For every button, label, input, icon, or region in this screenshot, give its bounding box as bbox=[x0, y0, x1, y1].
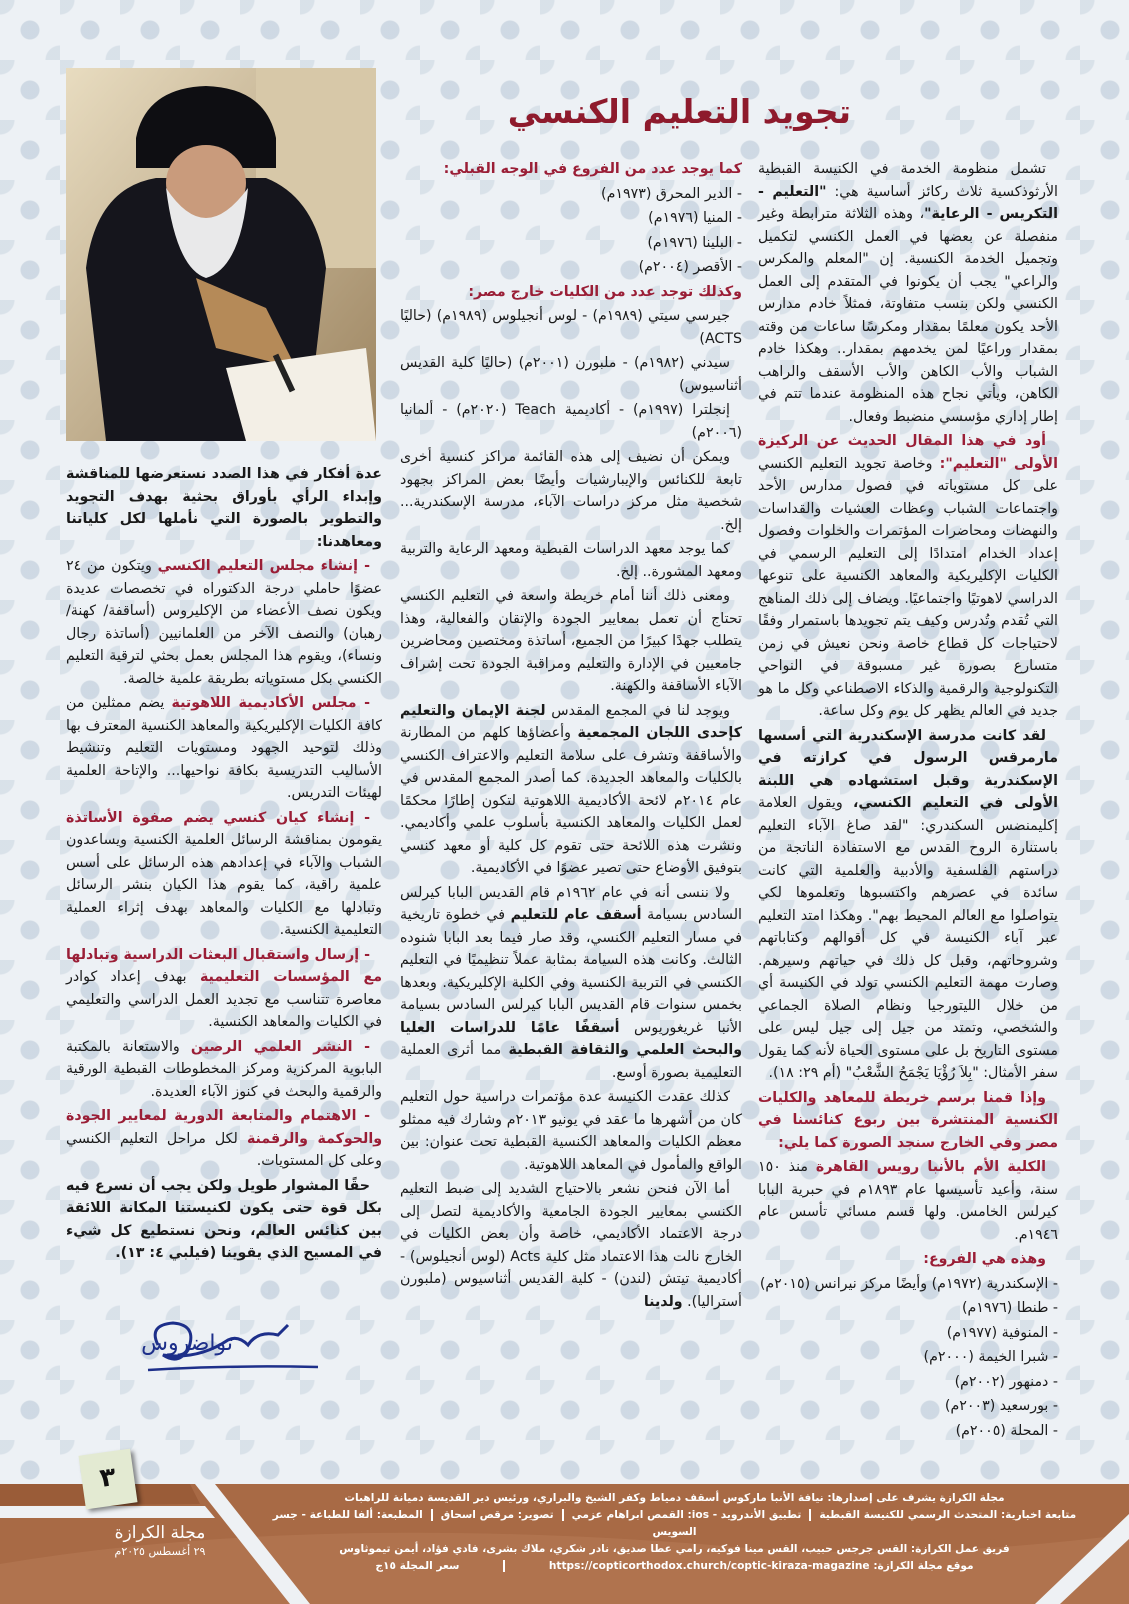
magazine-brand bbox=[100, 1522, 220, 1560]
body-text: - الدير المحرق (١٩٧٣م) bbox=[601, 185, 742, 202]
website-label: موقع مجلة الكرازة: bbox=[873, 1560, 974, 1572]
paragraph bbox=[400, 700, 742, 880]
paragraph bbox=[758, 1087, 1058, 1155]
list-item bbox=[400, 158, 742, 181]
article-title: تجويد التعليم الكنسي bbox=[507, 92, 851, 131]
column-middle bbox=[400, 158, 742, 1315]
body-text: - الأقصر (٢٠٠٤م) bbox=[638, 259, 742, 275]
body-text: تشمل منظومة الخدمة في الكنيسة القبطية الأرثوذكسية ثلاث ركائز أساسية هي: bbox=[758, 161, 1058, 200]
signature-text: تواضروس bbox=[141, 1330, 233, 1356]
body-text: - دمنهور (٢٠٠٢م) bbox=[954, 1373, 1058, 1390]
highlight-text: الكلية الأم بالأنبا رويس القاهرة bbox=[815, 1159, 1046, 1175]
body-text: - بورسعيد (٢٠٠٣م) bbox=[944, 1398, 1058, 1414]
credit-news: متابعة اخبارية: المتحدث الرسمي للكنيسة القبطية bbox=[819, 1509, 1077, 1521]
bold-text: أسقف عام للتعليم bbox=[510, 907, 642, 923]
footer-website bbox=[250, 1558, 1099, 1575]
body-text: والاستعانة بالمكتبة البابوية المركزية ومركز المخطوطات القبطية الورقية والرقمية والبحث في كنوز الآباء العديدة. bbox=[66, 1038, 382, 1100]
paragraph bbox=[400, 399, 742, 444]
highlight-text: أود في هذا المقال الحديث عن الركيزة الأولى "التعليم": bbox=[758, 433, 1058, 472]
body-text: ويقول العلامة إكليمنضس السكندري: "لقد صاغ الآباء التعليم باستنارة الروح القدس مع الاستفادة الناتجة من دراستهم الفلسفية والأدبية والعلمية التي كانت سائدة في عصرهم واكتسبوها وتعلموها لكي يتواصلوا مع العالم المحيط بهم". وهكذا امتد التعليم عبر آباء الكنيسة في كل أقوالهم وكتاباتهم وشروحاتهم، وقبل كل ذلك في حياتهم وسيرهم. وصارت مهمة التعليم الكنسي تولد في الكنيسة أي من خلال الليتورجيا ونظام الصلاة الجماعي والشخصي، وتمتد من جيل إلى جيل ليس على مستوى التاريخ بل على مستوى الحياة لأنه كما يقول سفر الأمثال: "بِلاَ رُؤْيَا يَجْمَحُ الشَّعْبُ" (أم ٢٩: ١٨). bbox=[758, 795, 1058, 1081]
bold-text: "التعليم - التكريس - الرعاية" bbox=[758, 183, 1058, 222]
body-text: إنجلترا (١٩٩٧م) - أكاديمية Teach (٢٠٢٠م) - ألمانيا (٢٠٠٦م) bbox=[400, 402, 742, 441]
credit-app: تطبيق الأندرويد - ios: القمص ابراهام عزمي bbox=[571, 1509, 802, 1521]
list-item bbox=[758, 1420, 1058, 1443]
body-text: - طنطا (١٩٧٦م) bbox=[961, 1300, 1058, 1316]
magazine-price: سعر المجلة ١٥ج bbox=[375, 1560, 460, 1572]
highlight-text: - النشر العلمي الرصين bbox=[190, 1038, 370, 1055]
body-text: جيرسي سيتي (١٩٨٩م) - لوس أنجيلوس (١٩٨٩م) (حاليًا ACTS) bbox=[400, 308, 742, 347]
paragraph bbox=[758, 430, 1058, 723]
body-text: - المحلة (٢٠٠٥م) bbox=[955, 1422, 1058, 1439]
column-right bbox=[758, 158, 1058, 1444]
paragraph bbox=[400, 446, 742, 536]
body-text: ومعنى ذلك أننا أمام خريطة واسعة في التعليم الكنسي تحتاج أن تعمل بمعايير الجودة والإتقان والفعالية، وهذا يتطلب جهدًا كبيرًا من الجميع، أساتذة ومختصين ومحاضرين جامعيين في الإدارة والتعليم ومراقبة الجودة تحت إشراف الآباء الأساقفة والكهنة. bbox=[400, 588, 742, 694]
footer-credits bbox=[250, 1507, 1099, 1541]
body-text: ويتكون من ٢٤ عضوًا حاملي درجة الدكتوراه في تخصصات عديدة ويكون نصف الأعضاء من الإكليروس (أساقفة/ كهنة/ رهبان) والنصف الآخر من العلمانيين (أساتذة رجال ونساء)، ويقوم هذا المجلس بعمل بحثي لترقية التعليم الكنسي بكل مستوياته بطريقة علمية خالصة. bbox=[66, 558, 382, 687]
paragraph bbox=[66, 1036, 382, 1104]
highlight-text: كما يوجد عدد من الفروع في الوجه القبلي: bbox=[443, 161, 742, 177]
left-area bbox=[66, 68, 382, 1405]
paragraph bbox=[758, 158, 1058, 428]
body-text: لكل مراحل التعليم الكنسي وعلى كل المستويات. bbox=[66, 1130, 382, 1169]
body-text: ولا ننسى أنه في عام ١٩٦٢م قام القديس البابا كيرلس السادس بسيامة bbox=[400, 884, 742, 923]
body-text: أما الآن فنحن نشعر بالاحتياج الشديد إلى ضبط التعليم الكنسي بمعايير الجودة الجامعية والأكاديمية لتصل إلى درجة الاعتماد الأكاديمي، خاصة وأن بعض الكليات في الخارج نالت هذا الاعتماد مثل كلية Acts (لوس أنجيلوس) - أكاديمية تيتش (لندن) - كلية القديس أثناسيوس (ملبورن أستراليا). bbox=[400, 1181, 742, 1310]
bold-text: لجنة الإيمان والتعليم كإحدى اللجان المجمعية bbox=[400, 702, 742, 741]
list-item bbox=[66, 463, 382, 553]
body-text: وأعضاؤها كلهم من المطارنة والأساقفة وتشرف على سلامة التعليم والاعتراف الكنسي بالكليات والمعاهد الجديدة. كما أصدر المجمع المقدس في عام ٢٠١٤م لائحة الأكاديمية اللاهوتية لتكون إطارًا محكمًا لعمل الكليات والمعاهد الكنسية بأسلوب علمي وأكاديمي. ونشرت هذه اللائحة حتى تقوم كل كلية أو معهد كنسي بتوفيق الأوضاع حتى تصير عضوًا في الأكاديمية. bbox=[400, 725, 742, 876]
highlight-text: وكذلك توجد عدد من الكليات خارج مصر: bbox=[468, 283, 742, 300]
footer bbox=[0, 1444, 1129, 1604]
list-item bbox=[758, 1346, 1058, 1369]
highlight-text: - إرسال واستقبال البعثات الدراسية وتبادلها مع المؤسسات التعليمية bbox=[66, 946, 383, 985]
photo-pope-writing bbox=[66, 68, 376, 441]
paragraph bbox=[400, 352, 742, 397]
article-columns bbox=[0, 68, 1129, 1444]
list-item bbox=[758, 1273, 1058, 1296]
divider bbox=[431, 1509, 433, 1521]
paragraph bbox=[758, 725, 1058, 1085]
paragraph bbox=[758, 1248, 1058, 1271]
body-text: منذ ١٥٠ سنة، وأعيد تأسيسها عام ١٨٩٣م في حبرية البابا كيرلس الخامس. ولها قسم مسائي تأسس عام ١٩٤٦م. bbox=[758, 1159, 1058, 1243]
body-text: في خطوة تاريخية في مسار التعليم الكنسي، وقد صار فيما بعد البابا شنوده الثالث. وكانت هذه السيامة بمثابة عملاً تنظيميًا في التعليم الكنسي في التربية الكنسية وفي الكلية الإكليريكية. وبعدها بخمس سنوات قام القديس البابا كيرلس السادس بسيامة الأنبا غريغوريوس bbox=[400, 907, 742, 1036]
highlight-text: - الاهتمام والمتابعة الدورية لمعايير الجودة والحوكمة والرقمنة bbox=[66, 1108, 383, 1147]
paragraph bbox=[400, 882, 742, 1085]
list-item bbox=[758, 1395, 1058, 1418]
paragraph bbox=[400, 1086, 742, 1176]
body-text: يضم ممثلين من كافة الكليات الإكليريكية والمعاهد الكنسية المعترف بها وذلك لتوحيد الجهود ومستويات التعليم وتنشيط الأساليب التدريسية بكافة نواحيها... والإتاحة العلمية لهيئات التدريس. bbox=[66, 695, 382, 801]
body-text: - شبرا الخيمة (٢٠٠٠م) bbox=[923, 1349, 1058, 1365]
paragraph bbox=[66, 1105, 382, 1173]
divider bbox=[809, 1509, 811, 1521]
body-text: ويمكن أن نضيف إلى هذه القائمة مراكز كنسية أخرى تابعة للكنائس والإيبارشيات وأيضًا بعض المراكز بجهود شخصية مثل مركز دراسات الآباء، مدرسة الإسكندرية... إلخ. bbox=[400, 449, 742, 533]
page-number: ٣ bbox=[78, 1449, 137, 1510]
highlight-text: - إنشاء مجلس التعليم الكنسي bbox=[157, 558, 371, 574]
footer-publisher: مجلة الكرازة يشرف على إصدارها: نيافة الأنبا ماركوس أسقف دمياط وكفر الشيخ والبراري، ورئيس دير القديسة دميانة للراهبات bbox=[344, 1492, 1005, 1504]
list-item bbox=[758, 1297, 1058, 1320]
website-link[interactable]: https://copticorthodox.church/coptic-kiraza-magazine bbox=[548, 1560, 870, 1572]
divider bbox=[562, 1509, 564, 1521]
column-left bbox=[66, 463, 382, 1265]
list-item bbox=[758, 1322, 1058, 1345]
signature bbox=[138, 1305, 328, 1385]
body-text: ، وهذه الثلاثة مترابطة وغير منفصلة عن بعضها في العمل الكنسي لتكميل وتجميل الخدمة الكنسية. إن "المعلم والمكرس والراعي" يجب أن يكونوا في المتقدم إلى العمل الكنسي ولكن بنسب متفاوتة، فمثلاً خادم مدارس الأحد يكون معلمًا بمقدار ومكرسًا ساعات من وقته بمقدار وراعيًا لمن يخدمهم بمقدار.. وهكذا خادم الشباب والأب الكاهن والأب الأسقف والراهب الكاهن، ويأتي نجاح هذه المنظومة عندما تتم في إطار إداري مؤسسي منضبط وفعال. bbox=[758, 206, 1058, 425]
bold-text: أسقفًا عامًا للدراسات العليا والبحث العلمي والثقافة القبطية bbox=[400, 1019, 743, 1058]
paragraph bbox=[400, 585, 742, 698]
highlight-text: وهذه هي الفروع: bbox=[923, 1251, 1046, 1267]
highlight-text: - إنشاء كيان كنسي يضم صفوة الأساتذة bbox=[66, 809, 370, 826]
body-text: - الإسكندرية (١٩٧٢م) وأيضًا مركز نيرانس (٢٠١٥م) bbox=[759, 1275, 1058, 1292]
list-item bbox=[400, 183, 742, 206]
body-text: وخاصة تجويد التعليم الكنسي على كل مستوياته في فصول مدارس الأحد واجتماعات الشباب وعظات العشيات والقداسات والنهضات ومحاضرات المؤتمرات والخلوات وفصول إعداد الخدام امتدادًا إلى التعليم الرسمي في الكليات الإكليريكية والمعاهد الكنسية على تنوعها الدراسي لاهوتيًا واجتماعيًا. ويضاف إلى ذلك المناهج التي تُقدم وتُدرس وكيف يتم تجويدها باستمرار وفقًا لاحتياجات كل قطاع خاصة ونحن نعيش في زمن متسارع بصورة غير مسبوقة في النواحي التكنولوجية والرقمية والذكاء الاصطناعي وكل ما هو جديد في العالم يظهر كل يوم وكل ساعة. bbox=[758, 455, 1058, 719]
paragraph bbox=[400, 1178, 742, 1313]
paragraph bbox=[66, 692, 382, 805]
body-text: كما يوجد معهد الدراسات القبطية ومعهد الرعاية والتربية ومعهد المشورة.. إلخ. bbox=[400, 541, 742, 580]
paragraph bbox=[758, 1156, 1058, 1246]
highlight-text: - مجلس الأكاديمية اللاهوتية bbox=[171, 695, 371, 711]
body-text: يقومون بمناقشة الرسائل العلمية الكنسية ويساعدون الشباب والآباء في إعدادهم هذه الرسائل على أسس علمية راقية، كما يقوم هذا الكيان بنشر الرسائل وتبادلها مع الكليات والمعاهد بهدف إثراء العملية التعليمية الكنسية. bbox=[66, 832, 382, 938]
body-text: - البلينا (١٩٧٦م) bbox=[647, 234, 742, 251]
body-text: - المنيا (١٩٧٦م) bbox=[648, 210, 742, 226]
body-text: مما أثرى العملية التعليمية بصورة أوسع. bbox=[400, 1042, 742, 1081]
credit-photo: تصوير: مرقص اسحاق bbox=[440, 1509, 554, 1521]
footer-text bbox=[250, 1490, 1099, 1575]
bold-text: عدة أفكار في هذا الصدد نستعرضها للمناقشة وإبداء الرأي بأوراق بحثية بهدف التجويد والتطوير بالصورة التي نأملها لكل كلياتنا ومعاهدنا: bbox=[66, 466, 382, 550]
bold-text: لقد كانت مدرسة الإسكندرية التي أسسها مارمرقس الرسول في كرازته في الإسكندرية وقبل استشهاده هي اللبنة الأولى في التعليم الكنسي، bbox=[758, 727, 1058, 811]
paragraph bbox=[66, 1175, 382, 1265]
paragraph bbox=[66, 944, 382, 1034]
list-item bbox=[400, 281, 742, 304]
footer-team: فريق عمل الكرازة: القس جرجس حبيب، القس مينا فوكيه، رامي عطا صديق، نادر شكري، ملاك بشرى، فادي فؤاد، أيمن تيموثاوس bbox=[339, 1543, 1010, 1555]
list-item bbox=[758, 1371, 1058, 1394]
paragraph bbox=[66, 555, 382, 690]
paragraph bbox=[66, 807, 382, 942]
highlight-text: وإذا قمنا برسم خريطة للمعاهد والكليات الكنسية المنتشرة بين ربوع كنائسنا في مصر وفي الخارج سنجد الصورة كما يلي: bbox=[758, 1089, 1058, 1151]
bold-text: حقًا المشوار طويل ولكن يجب أن نسرع فيه بكل قوة حتى يكون لكنيستنا المكانة اللائقة بين كنائس العالم، ونحن نستطيع كل شيء في المسيح الذي يقوينا (فيلبي ٤: ١٣). bbox=[66, 1177, 382, 1261]
bold-text: ولدينا bbox=[643, 1293, 683, 1310]
divider bbox=[503, 1560, 505, 1572]
list-item bbox=[400, 232, 742, 255]
paragraph bbox=[400, 538, 742, 583]
list-item bbox=[400, 207, 742, 230]
body-text: سيدني (١٩٨٢م) - ملبورن (٢٠٠١م) (حاليًا كلية القديس أثناسيوس) bbox=[400, 355, 742, 394]
body-text: ويوجد لنا في المجمع المقدس bbox=[545, 702, 731, 719]
body-text: كذلك عقدت الكنيسة عدة مؤتمرات دراسية حول التعليم كان من أشهرها ما عقد في يونيو ٢٠١٣م وشارك فيه ممثلو معظم الكليات والمعاهد الكنسية القبطية تحت عنوان: بين الواقع والمأمول في المعاهد اللاهوتية. bbox=[400, 1089, 743, 1173]
credit-press: المطبعة: ألفا للطباعة - جسر السويس bbox=[272, 1509, 697, 1538]
body-text: - المنوفية (١٩٧٧م) bbox=[946, 1324, 1058, 1341]
body-text: بهدف إعداد كوادر معاصرة تتناسب مع تجديد العمل الدراسي والتعليمي في الكليات والمعاهد الكنسية. bbox=[66, 969, 382, 1030]
issue-date: ٢٩ أغسطس ٢٠٢٥م bbox=[114, 1545, 206, 1558]
list-item bbox=[400, 256, 742, 279]
magazine-name: مجلة الكرازة bbox=[114, 1523, 206, 1543]
paragraph bbox=[400, 305, 742, 350]
